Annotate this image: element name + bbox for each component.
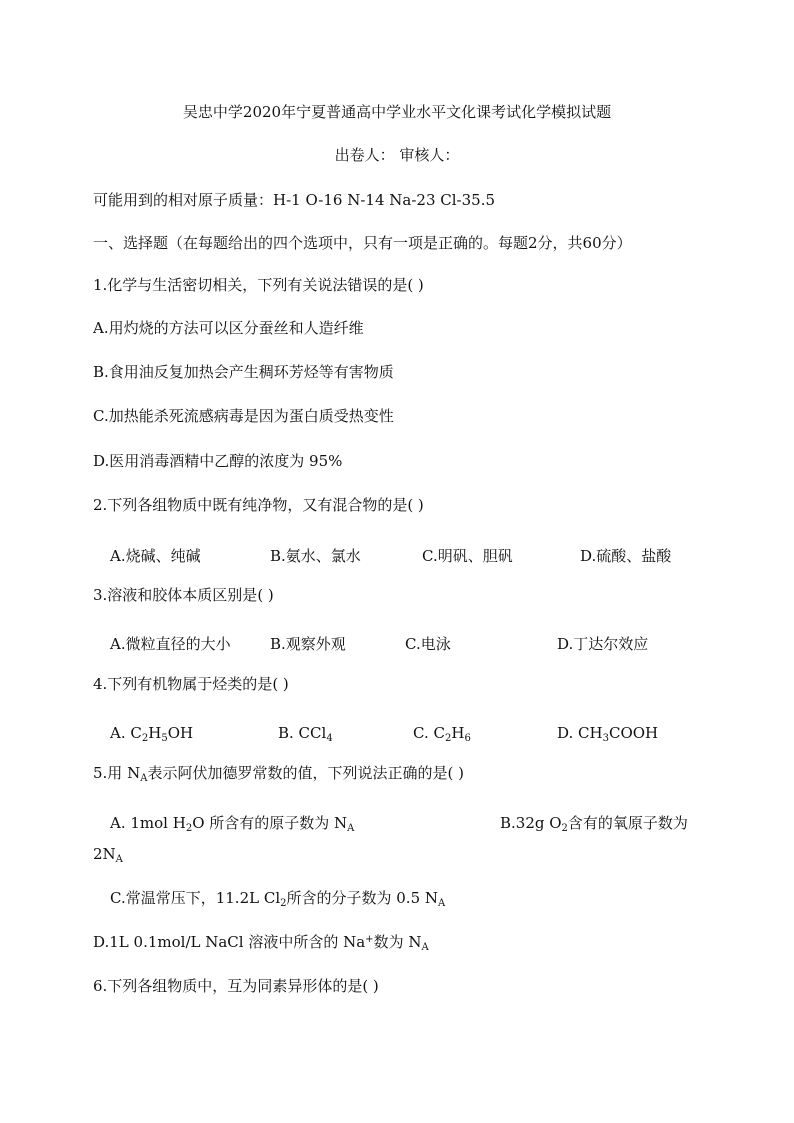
question-1-option-a: A.用灼烧的方法可以区分蚕丝和人造纤维 xyxy=(93,319,364,337)
question-1-stem: 1.化学与生活密切相关，下列有关说法错误的是( ) xyxy=(93,276,424,294)
question-1-option-d: D.医用消毒酒精中乙醇的浓度为 95% xyxy=(93,452,343,470)
question-2-option-a: A.烧碱、纯碱 xyxy=(110,547,201,565)
question-1-option-c: C.加热能杀死流感病毒是因为蛋白质受热变性 xyxy=(93,407,394,425)
question-3-option-a: A.微粒直径的大小 xyxy=(110,635,231,653)
authors-line: 出卷人： 审核人： xyxy=(334,146,460,164)
atomic-mass-line: 可能用到的相对原子质量：H-1 O-16 N-14 Na-23 Cl-35.5 xyxy=(93,191,496,209)
question-1-option-b: B.食用油反复加热会产生稠环芳烃等有害物质 xyxy=(93,363,394,381)
question-6-stem: 6.下列各组物质中，互为同素异形体的是( ) xyxy=(93,977,379,995)
question-3-option-b: B.观察外观 xyxy=(270,635,346,653)
exam-title: 吴忠中学2020年宁夏普通高中学业水平文化课考试化学模拟试题 xyxy=(182,103,612,121)
section-heading: 一、选择题（在每题给出的四个选项中，只有一项是正确的。每题2分，共60分） xyxy=(93,234,632,252)
question-2-option-b: B.氨水、氯水 xyxy=(270,547,361,565)
question-5-option-b: B.32g $O_2$含有的氧原子数为 xyxy=(500,814,688,834)
question-4-stem: 4.下列有机物属于烃类的是( ) xyxy=(93,675,289,693)
question-4-option-b: B. CCl$_4$ xyxy=(278,724,333,744)
question-3-option-d: D.丁达尔效应 xyxy=(557,635,649,653)
question-4-option-a: A. $C_2H_5OH$ xyxy=(110,724,194,744)
question-3-stem: 3.溶液和胶体本质区别是( ) xyxy=(93,586,274,604)
question-5-option-c: C.常温常压下，11.2L $Cl_2$所含的分子数为 0.5 $N_A$ xyxy=(110,889,446,909)
question-4-option-d: D. $CH_3COOH$ xyxy=(557,724,659,744)
question-2-stem: 2.下列各组物质中既有纯净物，又有混合物的是( ) xyxy=(93,496,424,514)
question-2-option-d: D.硫酸、盐酸 xyxy=(580,547,672,565)
question-5-option-b-continued: $2N_A$ xyxy=(93,845,123,865)
question-5-stem: 5.用 $N_A$表示阿伏加德罗常数的值，下列说法正确的是( ) xyxy=(93,764,464,784)
question-4-option-c: C. $C_2H_6$ xyxy=(413,724,471,744)
question-5-option-a: A. 1mol $H_2O$ 所含有的原子数为 $N_A$ xyxy=(110,814,355,834)
question-2-option-c: C.明矾、胆矾 xyxy=(422,547,513,565)
question-5-option-d: D.1L 0.1mol/L NaCl 溶液中所含的 Na+数为 $N_A$ xyxy=(93,933,429,953)
question-3-option-c: C.电泳 xyxy=(405,635,451,653)
